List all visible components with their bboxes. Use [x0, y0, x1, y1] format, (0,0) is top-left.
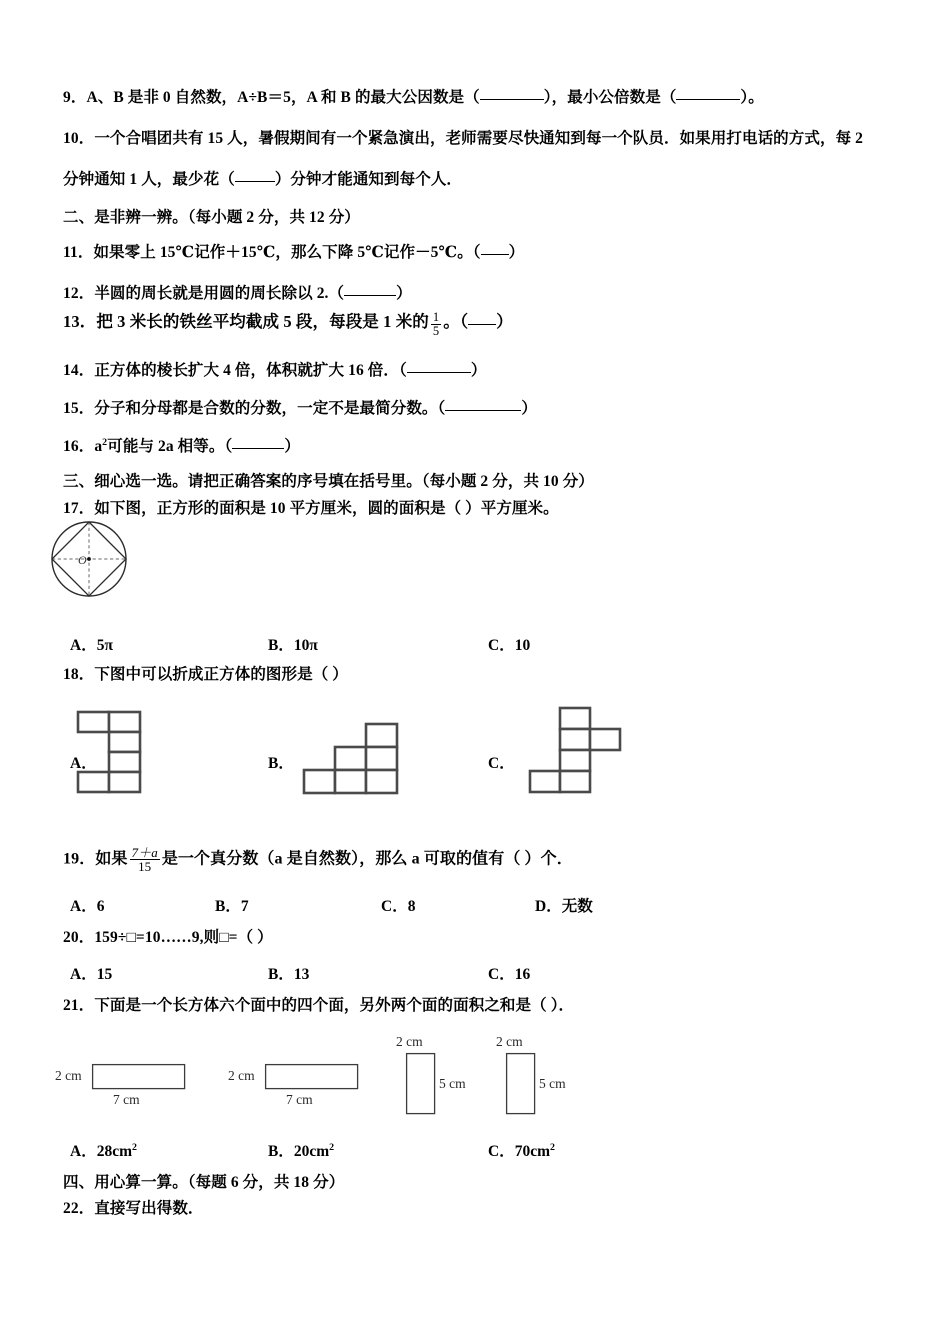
option-17-B-value: 10π: [293, 637, 318, 654]
section-two-heading: 二、是非辨一辨。（每小题 2 分，共 12 分）: [63, 209, 360, 226]
question-19-text2: 是一个真分数（a 是自然数），那么 a 可取的值有（ ）个．: [161, 850, 573, 868]
option-17-C-label: C．: [488, 637, 515, 654]
option-21-A-sup: 2: [132, 1141, 137, 1153]
option-20-A-value: 15: [96, 966, 113, 983]
answer-blank[interactable]: [344, 284, 396, 296]
option-19-C-label: C．: [381, 898, 408, 915]
question-17: [63, 500, 559, 517]
net-cell: [78, 712, 109, 732]
option-20-B[interactable]: [268, 962, 309, 984]
question-14-number: 14．: [63, 362, 95, 379]
center-point: [87, 557, 91, 561]
option-21-A-value: 28cm: [96, 1143, 132, 1160]
question-12-number: 12．: [63, 285, 95, 302]
question-10-number: 10．: [63, 130, 95, 147]
question-19: [63, 846, 573, 874]
question-16-exponent: 2: [102, 436, 108, 448]
question-17-number: 17．: [63, 500, 95, 517]
option-17-A-value: 5π: [96, 637, 113, 654]
question-14-text: 正方体的棱长扩大 4 倍，体积就扩大 16 倍．（: [94, 362, 407, 379]
net-cell: [560, 771, 590, 792]
question-14: [63, 361, 486, 379]
answer-blank[interactable]: [480, 88, 544, 100]
question-11-text: 如果零上 15℃记作＋15℃，那么下降 5℃记作－5℃。（: [93, 244, 481, 261]
question-16-text: 可能与 2a 相等。（: [107, 438, 233, 455]
question-16: [63, 437, 300, 455]
option-19-A-label: A．: [70, 898, 97, 915]
question-14-close: ）: [470, 362, 487, 379]
question-10-line2: [63, 170, 462, 188]
option-20-A[interactable]: [70, 962, 112, 984]
question-12-text: 半圆的周长就是用圆的周长除以 2.（: [94, 285, 345, 302]
option-21-B-label: B．: [268, 1143, 294, 1160]
question-11-close: ）: [508, 244, 525, 261]
option-18-B-label[interactable]: B．: [268, 755, 294, 772]
option-19-C-value: 8: [407, 898, 416, 915]
option-20-C-label: C．: [488, 966, 515, 983]
option-20-B-label: B．: [268, 966, 294, 983]
option-17-C[interactable]: [488, 633, 530, 655]
net-cell: [590, 729, 620, 750]
question-19-number: 19．: [63, 850, 96, 868]
question-9: [63, 88, 764, 106]
rect-1-side-label: 2 cm: [55, 1068, 82, 1083]
net-cell: [304, 770, 335, 793]
question-15: [63, 399, 537, 417]
net-cell: [78, 772, 109, 792]
rect-3-right-label: 5 cm: [439, 1076, 466, 1091]
option-17-B-label: B．: [268, 637, 294, 654]
option-19-D[interactable]: [535, 894, 593, 916]
question-21: [63, 997, 574, 1014]
question-15-close: ）: [521, 400, 537, 417]
question-10-text-line2a: 分钟通知 1 人，最少花（: [63, 171, 235, 188]
net-cell: [335, 770, 366, 793]
question-9-text-part3: ）。: [740, 89, 764, 106]
option-20-A-label: A．: [70, 966, 97, 983]
cube-net-C[interactable]: [525, 706, 629, 798]
option-18-C-label[interactable]: C．: [488, 755, 515, 772]
net-cell: [366, 724, 397, 747]
cube-net-A[interactable]: [76, 710, 156, 796]
option-20-B-value: 13: [293, 966, 310, 983]
net-cell: [109, 772, 140, 792]
answer-blank[interactable]: [676, 88, 740, 100]
option-20-C[interactable]: [488, 962, 530, 984]
option-19-B[interactable]: [215, 894, 249, 916]
option-19-D-value: 无数: [561, 898, 593, 915]
net-cell: [560, 729, 590, 750]
question-22: [63, 1200, 204, 1217]
question-13-text: 把 3 米长的铁丝平均截成 5 段，每段是 1 米的: [96, 311, 429, 331]
option-18-A-label[interactable]: A．: [70, 755, 97, 772]
circle-with-inscribed-square-figure: [46, 516, 132, 602]
question-16-close: ）: [284, 438, 300, 455]
question-11: [63, 243, 524, 261]
answer-blank[interactable]: [232, 437, 284, 449]
option-17-B[interactable]: [268, 633, 318, 655]
option-21-C-sup: 2: [550, 1141, 555, 1153]
question-21-text: 下面是一个长方体六个面中的四个面，另外两个面的面积之和是（ ）．: [94, 997, 575, 1014]
question-16-variable: a: [94, 438, 103, 455]
question-16-number: 16．: [63, 438, 95, 455]
rectangle-figure-2: [265, 1064, 359, 1090]
question-21-number: 21．: [63, 997, 95, 1014]
net-cell: [560, 708, 590, 729]
question-20-text: 159÷□=10……9,则□=（ ）: [94, 929, 273, 946]
option-19-C[interactable]: [381, 894, 415, 916]
question-18-text: 下图中可以折成正方体的图形是（ ）: [94, 666, 348, 683]
question-10-text-line1: 一个合唱团共有 15 人，暑假期间有一个紧急演出，老师需要尽快通知到每一个队员．如果用打电话的方式，每 2: [94, 130, 863, 147]
option-17-A-label: A．: [70, 637, 97, 654]
fraction-one-fifth: [431, 311, 441, 338]
question-17-text: 如下图，正方形的面积是 10 平方厘米，圆的面积是（ ）平方厘米。: [94, 500, 559, 517]
rectangle-figure-4: [506, 1053, 536, 1115]
rect-4-top-label: 2 cm: [496, 1034, 523, 1049]
option-19-B-value: 7: [240, 898, 249, 915]
rect-3-top-label: 2 cm: [396, 1034, 423, 1049]
fraction-numerator: 7＋a: [131, 845, 158, 860]
fraction-seven-plus-a-over-fifteen: [130, 846, 160, 874]
question-15-text: 分子和分母都是合数的分数，一定不是最简分数。（: [94, 400, 446, 417]
rectangle-shape: [266, 1065, 358, 1089]
rectangle-shape: [407, 1054, 435, 1114]
net-cell: [109, 752, 140, 772]
option-19-D-label: D．: [535, 898, 562, 915]
net-cell: [366, 770, 397, 793]
option-21-C[interactable]: [488, 1139, 555, 1161]
option-17-A[interactable]: [70, 633, 113, 655]
question-19-text1: 如果: [95, 850, 128, 868]
answer-blank[interactable]: [445, 399, 521, 411]
net-cell: [109, 712, 140, 732]
section-four-heading: 四、用心算一算。（每题 6 分，共 18 分）: [63, 1174, 345, 1191]
question-18: [63, 666, 348, 683]
option-21-B-value: 20cm: [293, 1143, 330, 1160]
rectangle-shape: [93, 1065, 185, 1089]
option-21-B[interactable]: [268, 1139, 334, 1161]
option-19-A-value: 6: [96, 898, 105, 915]
rect-1-bottom-label: 7 cm: [113, 1092, 140, 1107]
question-11-number: 11．: [63, 244, 94, 261]
rect-2-bottom-label: 7 cm: [286, 1092, 313, 1107]
answer-blank[interactable]: [468, 313, 496, 325]
option-21-B-sup: 2: [329, 1141, 335, 1153]
rectangle-shape: [507, 1054, 535, 1114]
net-cell: [366, 747, 397, 770]
question-10-text-line2b: ）分钟才能通知到每个人．: [274, 171, 463, 188]
question-18-number: 18．: [63, 666, 95, 683]
option-19-B-label: B．: [215, 898, 241, 915]
center-label-O: O: [78, 553, 87, 567]
fraction-denominator: 5: [432, 323, 440, 338]
option-21-A[interactable]: [70, 1139, 137, 1161]
rectangle-figure-3: [406, 1053, 436, 1115]
question-20: [63, 929, 273, 946]
net-cell: [109, 732, 140, 752]
option-21-A-label: A．: [70, 1143, 97, 1160]
option-20-C-value: 16: [514, 966, 531, 983]
question-13-number: 13．: [63, 311, 97, 331]
question-9-text-part1: A、B 是非 0 自然数，A÷B＝5，A 和 B 的最大公因数是（: [86, 89, 480, 106]
fraction-numerator: 1: [432, 310, 440, 324]
question-13-close: ）: [496, 311, 513, 331]
net-cell: [560, 750, 590, 771]
answer-blank[interactable]: [407, 361, 471, 373]
question-12: [63, 284, 412, 302]
option-21-C-value: 70cm: [514, 1143, 550, 1160]
option-21-C-label: C．: [488, 1143, 515, 1160]
question-22-number: 22．: [63, 1200, 95, 1217]
question-9-text-part2: ），最小公倍数是（: [543, 89, 677, 106]
question-9-number: 9．: [63, 89, 87, 106]
section-three-heading: 三、细心选一选。请把正确答案的序号填在括号里。（每小题 2 分，共 10 分）: [63, 473, 594, 490]
question-13-text2: 。（: [443, 311, 469, 331]
fraction-denominator: 15: [130, 859, 160, 873]
answer-blank[interactable]: [235, 170, 275, 182]
rect-4-right-label: 5 cm: [539, 1076, 566, 1091]
question-10-line1: [63, 130, 863, 147]
rectangle-figure-1: [92, 1064, 186, 1090]
question-15-number: 15．: [63, 400, 95, 417]
cube-net-B[interactable]: [300, 722, 410, 798]
question-22-text: 直接写出得数．: [94, 1200, 204, 1217]
option-17-C-value: 10: [514, 637, 531, 654]
option-19-A[interactable]: [70, 894, 104, 916]
question-12-close: ）: [396, 285, 412, 302]
net-cell: [530, 771, 560, 792]
answer-blank[interactable]: [481, 243, 509, 255]
question-13: [63, 311, 513, 338]
net-cell: [335, 747, 366, 770]
question-20-number: 20．: [63, 929, 95, 946]
rect-2-side-label: 2 cm: [228, 1068, 255, 1083]
